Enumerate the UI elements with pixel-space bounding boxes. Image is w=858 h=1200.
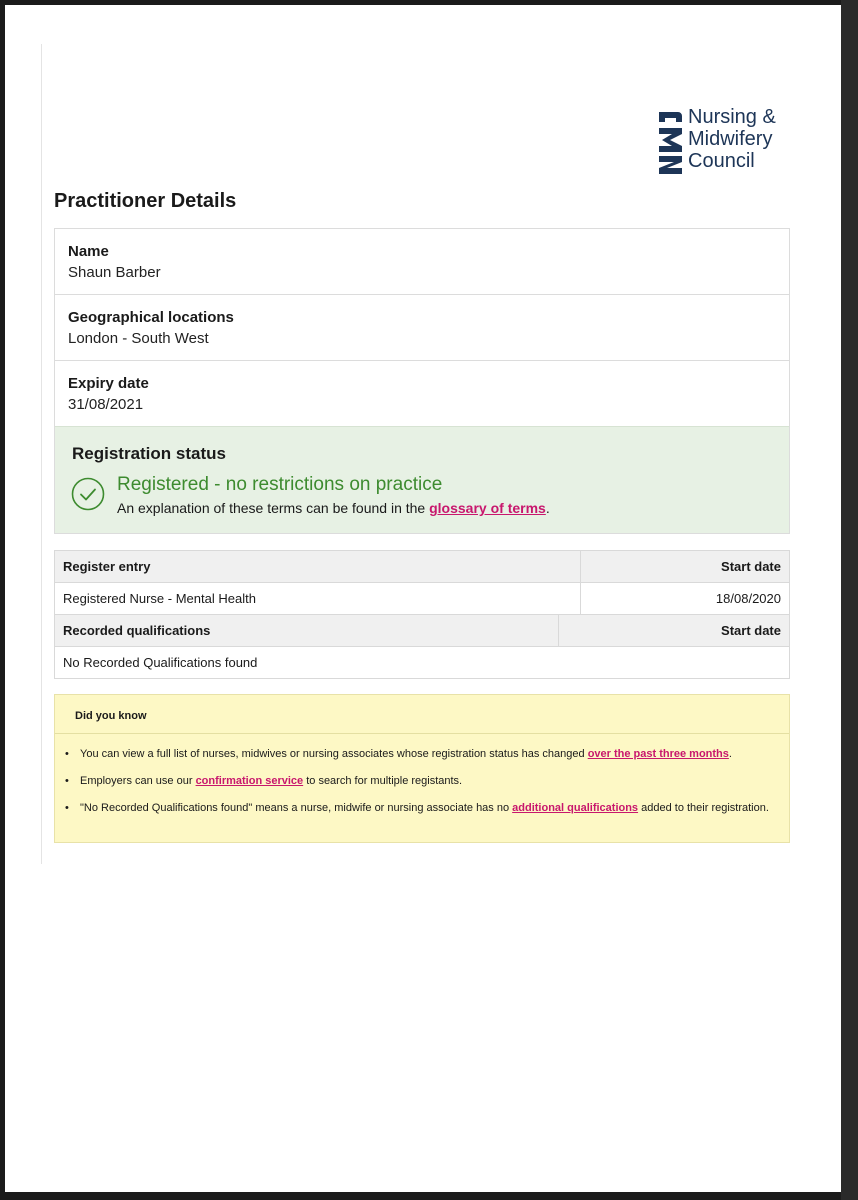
status-note-suffix: . (545, 500, 550, 516)
list-item (65, 747, 775, 762)
confirmation-service-link[interactable]: confirmation service (195, 775, 304, 787)
name-label: Name (68, 243, 109, 260)
logo-line-1: Nursing & (688, 106, 776, 128)
expiry-value: 31/08/2021 (68, 396, 144, 413)
register-entry-header: Register entry (63, 559, 151, 574)
qualifications-header: Recorded qualifications (63, 623, 211, 638)
registration-status-note (117, 500, 550, 516)
expiry-label: Expiry date (68, 375, 149, 392)
qualifications-value: No Recorded Qualifications found (63, 655, 258, 670)
additional-qualifications-link[interactable]: additional qualifications (512, 802, 639, 814)
table-row (55, 647, 789, 678)
did-you-know-divider (55, 733, 789, 734)
list-item (65, 801, 775, 816)
table-row (55, 583, 789, 615)
window-frame (841, 0, 858, 1200)
registration-status-text: Registered - no restrictions on practice (117, 474, 443, 495)
qualifications-start-date-header: Start date (558, 615, 789, 646)
did-you-know-list (65, 747, 775, 828)
detail-location (55, 295, 789, 361)
register-table (54, 550, 790, 679)
item-suffix: . (728, 748, 732, 760)
item-prefix: Employers can use our (80, 775, 196, 787)
register-entry-value: Registered Nurse - Mental Health (63, 591, 256, 606)
register-start-date-value: 18/08/2020 (580, 583, 789, 614)
item-prefix: "No Recorded Qualifications found" means a nurse, midwife or nursing associate has no (80, 802, 513, 814)
logo-line-3: Council (688, 150, 755, 172)
nmc-logo (656, 106, 796, 176)
location-value: London - South West (68, 330, 209, 347)
past-three-months-link[interactable]: over the past three months (587, 748, 729, 760)
item-prefix: You can view a full list of nurses, midwives or nursing associates whose registration status has changed (80, 748, 588, 760)
name-value: Shaun Barber (68, 264, 161, 281)
glossary-link[interactable]: glossary of terms (429, 500, 546, 516)
detail-expiry (55, 361, 789, 426)
check-circle-icon (71, 477, 105, 511)
register-entry-header-row (55, 551, 789, 583)
register-start-date-header: Start date (580, 551, 789, 582)
nmc-logo-mark (656, 108, 684, 176)
did-you-know-box (54, 694, 790, 843)
nmc-logo-text (688, 106, 776, 172)
status-note-prefix: An explanation of these terms can be found in the (117, 500, 430, 516)
item-suffix: to search for multiple registants. (303, 775, 463, 787)
list-item (65, 774, 775, 789)
detail-name (55, 229, 789, 295)
registration-status-box (55, 426, 789, 533)
did-you-know-title: Did you know (75, 710, 147, 722)
item-suffix: added to their registration. (638, 802, 769, 814)
registration-status-title: Registration status (72, 444, 226, 463)
page-margin-line (41, 44, 42, 864)
page-title: Practitioner Details (54, 190, 237, 212)
location-label: Geographical locations (68, 309, 234, 326)
practitioner-details-card (54, 228, 790, 534)
logo-line-2: Midwifery (688, 128, 773, 150)
qualifications-header-row (55, 615, 789, 647)
